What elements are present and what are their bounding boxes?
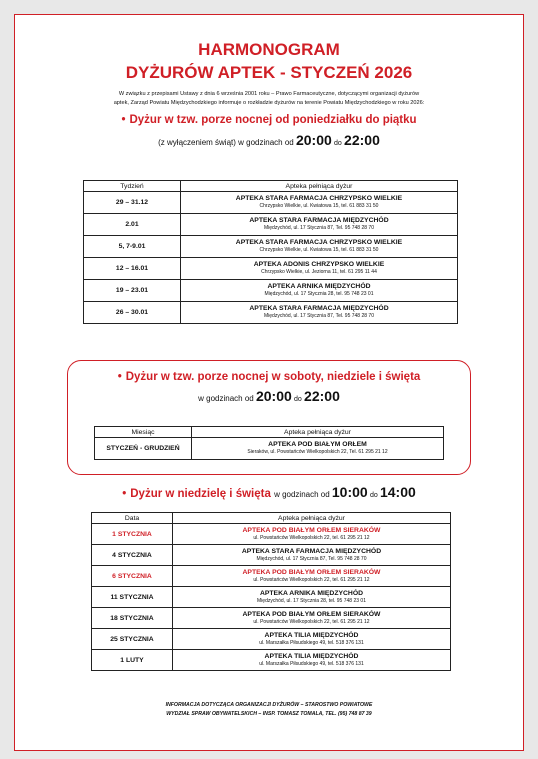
table-row bbox=[84, 236, 458, 258]
section1-heading bbox=[15, 114, 523, 126]
table-row bbox=[84, 214, 458, 236]
section1-to: 22:00 bbox=[344, 132, 380, 148]
pharmacy-cell bbox=[173, 650, 451, 671]
table-row bbox=[92, 524, 451, 545]
section1-from: 20:00 bbox=[295, 132, 332, 148]
pharmacy-cell bbox=[181, 258, 458, 280]
table-row bbox=[84, 258, 458, 280]
title-line-2: DYŻURÓW APTEK - STYCZEŃ 2026 bbox=[125, 63, 413, 82]
section3-hours bbox=[274, 484, 416, 500]
pharmacy-name: APTEKA STARA FARMACJA CHRZYPSKO WIELKIE bbox=[235, 195, 403, 202]
pharmacy-name: APTEKA STARA FARMACJA MIĘDZYCHÓD bbox=[241, 547, 382, 555]
footer-line-2: WYDZIAŁ SPRAW OBYWATELSKICH – INSP. TOMASZ TOMALA, TEL. (95) 748 87 39 bbox=[166, 711, 372, 717]
section3-table bbox=[91, 512, 451, 671]
pharmacy-cell bbox=[173, 608, 451, 629]
pharmacy-address: ul. Powstańców Wielkopolskich 22, tel. 61 295 21 12 bbox=[253, 618, 370, 625]
section2-heading bbox=[68, 371, 470, 383]
section1-to-word: do bbox=[334, 140, 342, 147]
section2-from: 20:00 bbox=[255, 388, 292, 404]
table-row bbox=[95, 438, 444, 460]
footer-line-1: INFORMACJA DOTYCZĄCA ORGANIZACJI DYŻURÓW – STAROSTWO POWIATOWE bbox=[165, 702, 373, 708]
duty-date: 4 STYCZNIA bbox=[92, 545, 173, 566]
duty-date: 6 STYCZNIA bbox=[92, 566, 173, 587]
section3-heading bbox=[15, 484, 523, 500]
pharmacy-cell bbox=[173, 545, 451, 566]
pharmacy-name: APTEKA POD BIAŁYM ORŁEM SIERAKÓW bbox=[242, 568, 381, 576]
pharmacy-cell bbox=[173, 566, 451, 587]
pharmacy-address: Chrzypsko Wielkie, ul. Kwiatowa 15, tel. 61 883 31 50 bbox=[259, 203, 379, 209]
section3-col1-header: Data bbox=[92, 513, 173, 524]
pharmacy-cell bbox=[181, 302, 458, 324]
pharmacy-address: Międzychód, ul. 17 Stycznia 87, Tel. 95 748 28 70 bbox=[264, 313, 374, 319]
pharmacy-name: APTEKA STARA FARMACJA MIĘDZYCHÓD bbox=[249, 305, 389, 312]
pharmacy-cell bbox=[181, 192, 458, 214]
section2-hours-prefix: w godzinach od bbox=[198, 394, 254, 403]
pharmacy-address: Międzychód, ul. 17 Stycznia 28, tel. 95 748 23 01 bbox=[264, 291, 374, 297]
section3-to-word: do bbox=[369, 492, 378, 499]
week-period: 12 – 16.01 bbox=[84, 258, 181, 280]
pharmacy-cell bbox=[173, 587, 451, 608]
section1-table bbox=[83, 180, 458, 324]
table-row bbox=[92, 608, 451, 629]
pharmacy-name: APTEKA POD BIAŁYM ORŁEM SIERAKÓW bbox=[242, 526, 381, 534]
pharmacy-cell bbox=[173, 524, 451, 545]
section3-to: 14:00 bbox=[379, 484, 416, 500]
duty-date: 25 STYCZNIA bbox=[92, 629, 173, 650]
pharmacy-name: APTEKA ADONIS CHRZYPSKO WIELKIE bbox=[253, 261, 385, 268]
section1-col1-header: Tydzień bbox=[84, 181, 181, 192]
week-period: 26 – 30.01 bbox=[84, 302, 181, 324]
pharmacy-name: APTEKA ARNIKA MIĘDZYCHÓD bbox=[267, 283, 371, 290]
table-row bbox=[84, 280, 458, 302]
section2-pharmacy-cell bbox=[192, 438, 444, 460]
pharmacy-name: APTEKA TILIA MIĘDZYCHÓD bbox=[264, 631, 359, 639]
week-period: 2.01 bbox=[84, 214, 181, 236]
section1-hours-prefix: (z wyłączeniem świąt) w godzinach od bbox=[158, 138, 294, 147]
section2-to-word: do bbox=[294, 396, 302, 403]
title-line-1: HARMONOGRAM bbox=[198, 40, 340, 59]
pharmacy-address: Międzychód, ul. 17 Stycznia 87, Tel. 95 748 28 70 bbox=[264, 225, 374, 231]
pharmacy-cell bbox=[173, 629, 451, 650]
pharmacy-address: ul. Powstańców Wielkopolskich 22, tel. 61 295 21 12 bbox=[253, 534, 370, 541]
table-row bbox=[84, 302, 458, 324]
pharmacy-name: APTEKA POD BIAŁYM ORŁEM SIERAKÓW bbox=[242, 610, 381, 618]
section1-col2-header: Apteka pełniąca dyżur bbox=[181, 181, 458, 192]
duty-date: 18 STYCZNIA bbox=[92, 608, 173, 629]
section3-from: 10:00 bbox=[331, 484, 368, 500]
document-page bbox=[14, 14, 524, 751]
duty-date: 1 LUTY bbox=[92, 650, 173, 671]
pharmacy-address: ul. Marszałka Piłsudskiego 49, tel. 518 376 131 bbox=[259, 660, 364, 667]
section2-heading-text: Dyżur w tzw. porze nocnej w soboty, niedziele i święta bbox=[125, 371, 421, 383]
section2-hours bbox=[68, 388, 470, 404]
table-row bbox=[92, 629, 451, 650]
bullet-icon: • bbox=[122, 488, 127, 500]
pharmacy-address: ul. Powstańców Wielkopolskich 22, tel. 61 295 21 12 bbox=[253, 576, 370, 583]
bullet-icon: • bbox=[121, 114, 126, 126]
duty-date: 1 STYCZNIA bbox=[92, 524, 173, 545]
section3-hours-prefix: w godzinach od bbox=[274, 490, 330, 499]
footer bbox=[15, 701, 523, 719]
table-row bbox=[92, 650, 451, 671]
section3-col2-header: Apteka pełniąca dyżur bbox=[173, 513, 451, 524]
pharmacy-cell bbox=[181, 236, 458, 258]
section2-col2-header: Apteka pełniąca dyżur bbox=[192, 427, 444, 438]
pharmacy-cell bbox=[181, 280, 458, 302]
week-period: 5, 7-9.01 bbox=[84, 236, 181, 258]
section2-col1-header: Miesiąc bbox=[95, 427, 192, 438]
pharmacy-address: ul. Marszałka Piłsudskiego 49, tel. 518 376 131 bbox=[259, 639, 364, 646]
table-row bbox=[84, 192, 458, 214]
intro-text bbox=[49, 90, 489, 108]
pharmacy-address: Sieraków, ul. Powstańców Wielkopolskich 22, Tel. 61 295 21 12 bbox=[247, 449, 388, 455]
section2-box bbox=[67, 360, 471, 475]
section2-to: 22:00 bbox=[304, 388, 340, 404]
intro-line-2: aptek, Zarząd Powiatu Międzychodzkiego informuje o rozkładzie dyżurów na terenie Powiatu Międzychodzkiego w roku 2026: bbox=[113, 100, 425, 106]
pharmacy-address: Międzychód, ul. 17 Stycznia 28, tel. 95 748 23 01 bbox=[257, 597, 366, 604]
section1-heading-text: Dyżur w tzw. porze nocnej od poniedziałku do piątku bbox=[129, 114, 417, 126]
week-period: 29 – 31.12 bbox=[84, 192, 181, 214]
table-row bbox=[92, 545, 451, 566]
section1-hours bbox=[15, 132, 523, 148]
pharmacy-name: APTEKA STARA FARMACJA CHRZYPSKO WIELKIE bbox=[235, 239, 403, 246]
table-row bbox=[92, 566, 451, 587]
pharmacy-address: Chrzypsko Wielkie, ul. Jeziorna 11, tel. 61 295 11 44 bbox=[261, 269, 377, 275]
table-row bbox=[92, 587, 451, 608]
pharmacy-address: Międzychód, ul. 17 Stycznia 87, Tel. 95 748 28 70 bbox=[256, 555, 367, 562]
pharmacy-name: APTEKA TILIA MIĘDZYCHÓD bbox=[264, 652, 359, 660]
pharmacy-address: Chrzypsko Wielkie, ul. Kwiatowa 15, tel. 61 883 31 50 bbox=[259, 247, 379, 253]
pharmacy-name: APTEKA ARNIKA MIĘDZYCHÓD bbox=[259, 589, 364, 597]
pharmacy-name: APTEKA STARA FARMACJA MIĘDZYCHÓD bbox=[249, 217, 389, 224]
section3-heading-text: Dyżur w niedzielę i święta bbox=[130, 488, 271, 500]
intro-line-1: W związku z przepisami Ustawy z dnia 6 września 2001 roku – Prawo Farmaceutyczne, dotyczącymi organizacji dyżurów bbox=[118, 91, 420, 97]
section2-period: STYCZEŃ - GRUDZIEŃ bbox=[95, 438, 192, 460]
duty-date: 11 STYCZNIA bbox=[92, 587, 173, 608]
section2-table bbox=[94, 426, 444, 460]
pharmacy-name: APTEKA POD BIAŁYM ORŁEM bbox=[268, 441, 367, 448]
week-period: 19 – 23.01 bbox=[84, 280, 181, 302]
bullet-icon: • bbox=[117, 371, 122, 383]
pharmacy-cell bbox=[181, 214, 458, 236]
